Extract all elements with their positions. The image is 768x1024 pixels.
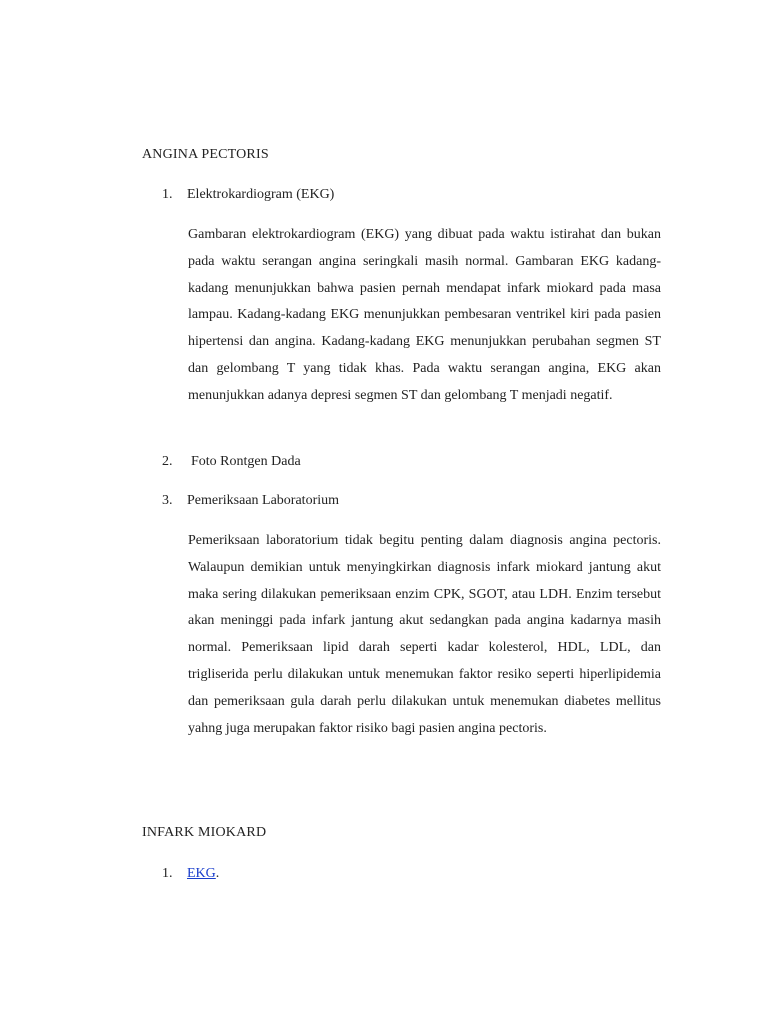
list-number: 3. [162, 493, 173, 508]
list-item-foto-rontgen [162, 454, 662, 470]
list-number: 2. [162, 454, 173, 469]
ekg-link[interactable]: EKG [187, 866, 216, 881]
list-item-pemeriksaan-lab [162, 493, 662, 509]
list-item-label: Pemeriksaan Laboratorium [187, 493, 340, 508]
list-item-ekg-link [162, 866, 662, 882]
list-item-ekg [162, 187, 662, 203]
list-item-label: Foto Rontgen Dada [191, 454, 301, 469]
section-heading-angina-pectoris: ANGINA PECTORIS [142, 147, 269, 162]
link-suffix: . [215, 866, 220, 881]
list-number: 1. [162, 187, 173, 202]
list-number: 1. [162, 866, 173, 881]
paragraph-ekg: Gambaran elektrokardiogram (EKG) yang dibuat pada waktu istirahat dan bukan pada waktu serangan angina seringkali masih normal. Gambaran EKG kadang-kadang menunjukkan bahwa pasien pernah mendapat infark miokard pada masa lampau. Kadang-kadang EKG menunjukkan pembesaran ventrikel kiri pada pasien hipertensi dan angina. Kadang-kadang EKG menunjukkan perubahan segmen ST dan gelombang T yang tidak khas. Pada waktu serangan angina, EKG akan menunjukkan adanya depresi segmen ST dan gelombang T menjadi negatif. [188, 227, 661, 403]
paragraph-laboratorium: Pemeriksaan laboratorium tidak begitu penting dalam diagnosis angina pectoris. Walaupun demikian untuk menyingkirkan diagnosis infark miokard jantung akut maka sering dilakukan pemeriksaan enzim CPK, SGOT, atau LDH. Enzim tersebut akan meninggi pada infark jantung akut sedangkan pada angina kadarnya masih normal. Pemeriksaan lipid darah seperti kadar kolesterol, HDL, LDL, dan trigliserida perlu dilakukan untuk menemukan faktor resiko seperti hiperlipidemia dan pemeriksaan gula darah perlu dilakukan untuk menemukan diabetes mellitus yahng juga merupakan faktor risiko bagi pasien angina pectoris. [188, 533, 661, 736]
list-item-label: Elektrokardiogram (EKG) [187, 187, 335, 202]
section-heading-infark-miokard: INFARK MIOKARD [142, 825, 267, 840]
